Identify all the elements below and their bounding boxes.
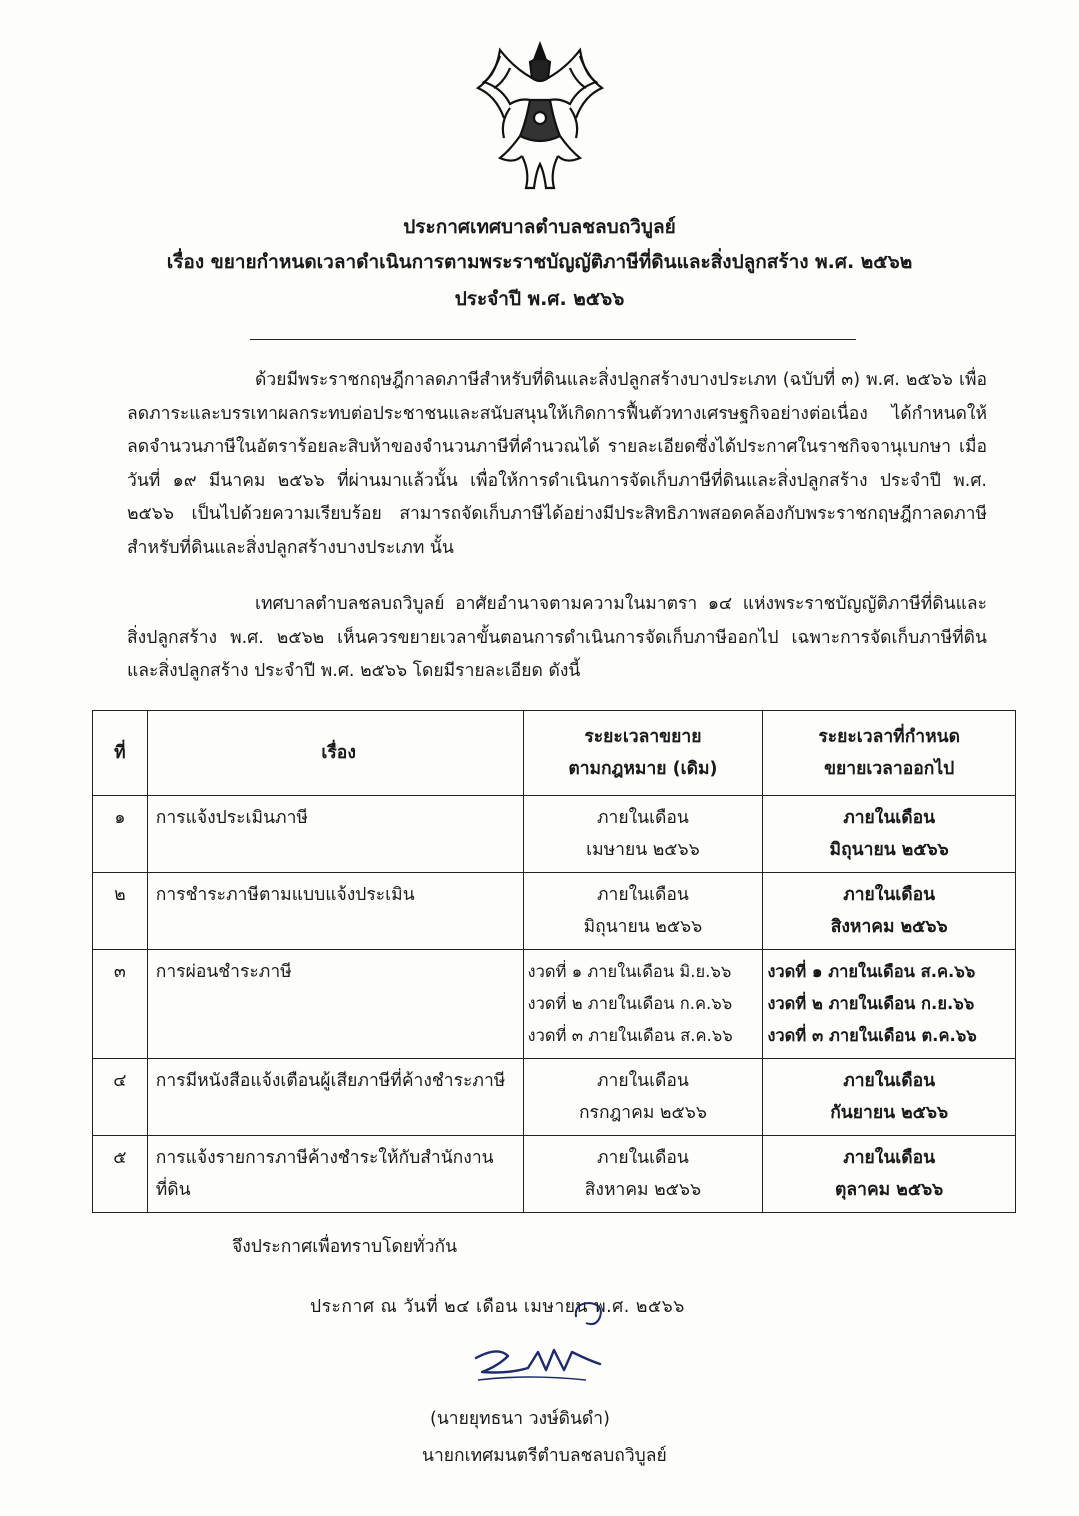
old-line: งวดที่ ๒ ภายในเดือน ก.ค.๖๖ bbox=[527, 994, 733, 1013]
new-line: ภายในเดือน bbox=[843, 1071, 936, 1091]
row-new-period bbox=[763, 1059, 1016, 1136]
header-new-period bbox=[763, 711, 1016, 796]
row-number: ๓ bbox=[93, 950, 148, 1059]
row-new-period bbox=[763, 873, 1016, 950]
row-new-period bbox=[763, 796, 1016, 873]
row-number: ๒ bbox=[93, 873, 148, 950]
table-row bbox=[93, 873, 1016, 950]
row-old-period bbox=[523, 1136, 763, 1213]
old-line: ภายในเดือน bbox=[596, 1148, 689, 1168]
title-line-1: ประกาศเทศบาลตำบลชลบถวิบูลย์ bbox=[403, 216, 676, 238]
title-line-2: เรื่อง ขยายกำหนดเวลาดำเนินการตามพระราชบัญญัติภาษีที่ดินและสิ่งปลูกสร้าง พ.ศ. ๒๕๖๒ bbox=[166, 251, 913, 273]
paragraph-2-text: เทศบาลตำบลชลบถวิบูลย์ อาศัยอำนาจตามความในมาตรา ๑๔ แห่งพระราชบัญญัติภาษีที่ดินและสิ่งปลูกสร้าง พ.ศ. ๒๕๖๒ เห็นควรขยายเวลาขั้นตอนการดำเนินการจัดเก็บภาษีออกไป เฉพาะการจัดเก็บภาษีที่ดินและสิ่งปลูกสร้าง ประจำปี พ.ศ. ๒๕๖๖ โดยมีรายละเอียด ดังนี้ bbox=[127, 594, 987, 681]
closing-announce: จึงประกาศเพื่อทราบโดยทั่วกัน bbox=[232, 1237, 458, 1257]
header-subject: เรื่อง bbox=[147, 711, 523, 796]
new-line: ภายในเดือน bbox=[843, 885, 936, 905]
new-line: กันยายน ๒๕๖๖ bbox=[830, 1103, 949, 1123]
old-line: ภายในเดือน bbox=[596, 1071, 689, 1091]
row-subject: การผ่อนชำระภาษี bbox=[147, 950, 523, 1059]
announce-date: ประกาศ ณ วันที่ ๒๔ เดือน เมษายน พ.ศ. ๒๕๖๖ bbox=[310, 1297, 685, 1317]
header-old-line-2: ตามกฎหมาย (เดิม) bbox=[568, 759, 718, 779]
table-header-row bbox=[93, 711, 1016, 796]
new-line: มิถุนายน ๒๕๖๖ bbox=[829, 840, 949, 860]
new-line: ภายในเดือน bbox=[843, 808, 936, 828]
table-row bbox=[93, 1059, 1016, 1136]
schedule-table bbox=[92, 710, 1016, 1213]
row-subject: การแจ้งประเมินภาษี bbox=[147, 796, 523, 873]
row-new-period bbox=[763, 1136, 1016, 1213]
header-new-line-1: ระยะเวลาที่กำหนด bbox=[818, 727, 960, 747]
header-no: ที่ bbox=[93, 711, 148, 796]
old-line: งวดที่ ๑ ภายในเดือน มิ.ย.๖๖ bbox=[527, 962, 732, 981]
new-line: สิงหาคม ๒๕๖๖ bbox=[830, 917, 948, 937]
header-old-period bbox=[523, 711, 763, 796]
row-number: ๕ bbox=[93, 1136, 148, 1213]
title-divider bbox=[250, 339, 856, 340]
header-new-line-2: ขยายเวลาออกไป bbox=[824, 759, 955, 779]
table-row bbox=[93, 796, 1016, 873]
row-subject: การมีหนังสือแจ้งเตือนผู้เสียภาษีที่ค้างชำระภาษี bbox=[147, 1059, 523, 1136]
title-line-3: ประจำปี พ.ศ. ๒๕๖๖ bbox=[454, 288, 625, 310]
row-old-period bbox=[523, 873, 763, 950]
row-subject: การชำระภาษีตามแบบแจ้งประเมิน bbox=[147, 873, 523, 950]
garuda-emblem-icon bbox=[470, 38, 610, 198]
old-line: มิถุนายน ๒๕๖๖ bbox=[583, 917, 703, 937]
new-line: ภายในเดือน bbox=[843, 1148, 936, 1168]
row-subject: การแจ้งรายการภาษีค้างชำระให้กับสำนักงานที่ดิน bbox=[147, 1136, 523, 1213]
row-old-period bbox=[523, 1059, 763, 1136]
initial-mark-icon bbox=[570, 1297, 608, 1329]
header-old-line-1: ระยะเวลาขยาย bbox=[584, 727, 702, 747]
old-line: ภายในเดือน bbox=[596, 885, 689, 905]
new-line: งวดที่ ๑ ภายในเดือน ส.ค.๖๖ bbox=[767, 962, 976, 981]
paragraph-1 bbox=[127, 364, 987, 565]
row-old-period bbox=[523, 950, 763, 1059]
handwritten-signature-icon bbox=[468, 1340, 608, 1392]
row-new-period bbox=[763, 950, 1016, 1059]
table-row bbox=[93, 1136, 1016, 1213]
signer-name: (นายยุทธนา วงษ์ดินดำ) bbox=[430, 1409, 610, 1429]
new-line: งวดที่ ๓ ภายในเดือน ต.ค.๖๖ bbox=[767, 1026, 977, 1045]
row-number: ๔ bbox=[93, 1059, 148, 1136]
paragraph-1-text: ด้วยมีพระราชกฤษฎีกาลดภาษีสำหรับที่ดินและสิ่งปลูกสร้างบางประเภท (ฉบับที่ ๓) พ.ศ. ๒๕๖๖ เพื่อลดภาระและบรรเทาผลกระทบต่อประชาชนและสนับสนุนให้เกิดการฟื้นตัวทางเศรษฐกิจอย่างต่อเนื่อง ได้กำหนดให้ลดจำนวนภาษีในอัตราร้อยละสิบห้าของจำนวนภาษีที่คำนวณได้ รายละเอียดซึ่งได้ประกาศในราชกิจจานุเบกษา เมื่อวันที่ ๑๙ มีนาคม ๒๕๖๖ ที่ผ่านมาแล้วนั้น เพื่อให้การดำเนินการจัดเก็บภาษีที่ดินและสิ่งปลูกสร้าง ประจำปี พ.ศ. ๒๕๖๖ เป็นไปด้วยความเรียบร้อย สามารถจัดเก็บภาษีได้อย่างมีประสิทธิภาพสอดคล้องกับพระราชกฤษฎีกาลดภาษีสำหรับที่ดินและสิ่งปลูกสร้างบางประเภท นั้น bbox=[127, 370, 987, 558]
row-old-period bbox=[523, 796, 763, 873]
signer-title: นายกเทศมนตรีตำบลชลบถวิบูลย์ bbox=[422, 1446, 667, 1466]
old-line: งวดที่ ๓ ภายในเดือน ส.ค.๖๖ bbox=[527, 1026, 733, 1045]
old-line: กรกฎาคม ๒๕๖๖ bbox=[578, 1103, 707, 1123]
old-line: เมษายน ๒๕๖๖ bbox=[586, 840, 700, 860]
new-line: ตุลาคม ๒๕๖๖ bbox=[835, 1180, 944, 1200]
old-line: ภายในเดือน bbox=[596, 808, 689, 828]
table-body bbox=[93, 796, 1016, 1213]
new-line: งวดที่ ๒ ภายในเดือน ก.ย.๖๖ bbox=[767, 994, 975, 1013]
paragraph-2 bbox=[127, 588, 987, 689]
old-line: สิงหาคม ๒๕๖๖ bbox=[584, 1180, 702, 1200]
row-number: ๑ bbox=[93, 796, 148, 873]
table-row bbox=[93, 950, 1016, 1059]
